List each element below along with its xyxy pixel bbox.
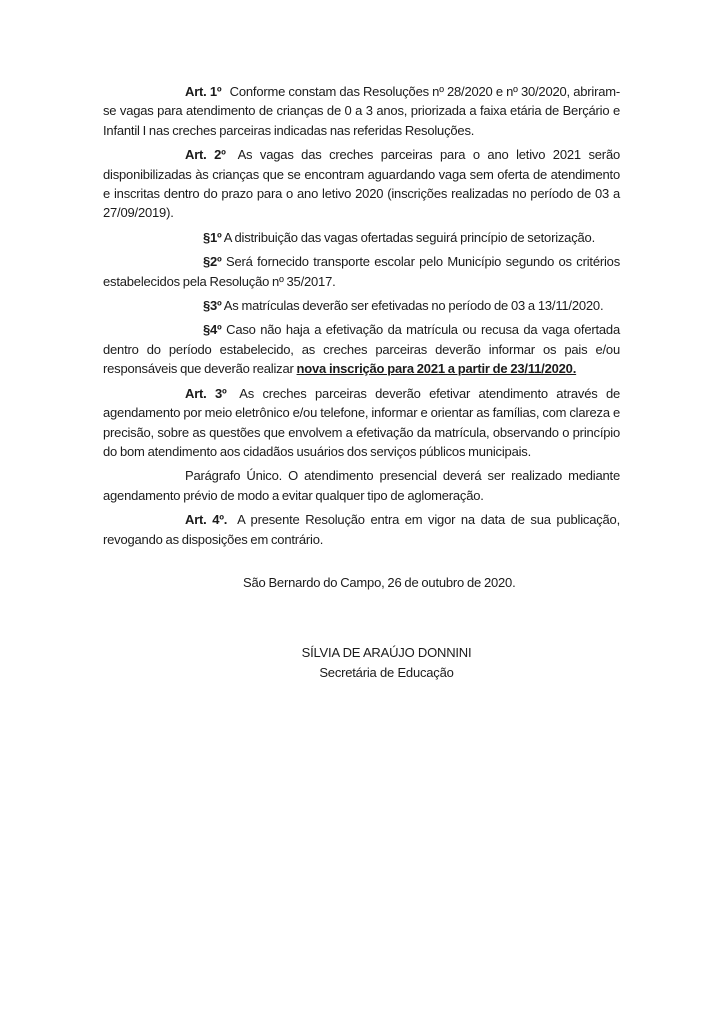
- paragraph-text: As vagas das creches parceiras para o ano letivo 2021 serão disponibilizadas às crianças que se encontram aguardando vaga sem oferta de atendimento e inscritas dentro do prazo para o ano letivo 2020 (inscrições realizadas no período de 03 a 27/09/2019).: [103, 147, 620, 221]
- signature-block: [103, 643, 620, 682]
- paragraph-text: Será fornecido transporte escolar pelo Município segundo os critérios estabelecidos pela Resolução nº 35/2017.: [103, 254, 620, 289]
- paragraph-text: Parágrafo Único. O atendimento presencial deverá ser realizado mediante agendamento prévio de modo a evitar qualquer tipo de aglomeração.: [103, 468, 620, 503]
- paragraph-section-1: [103, 228, 620, 247]
- section-label: §4º: [203, 322, 222, 338]
- paragraph-art-1: [103, 82, 620, 140]
- paragraph-section-4: [103, 320, 620, 378]
- emphasis-underline: nova inscrição para 2021 a partir de 23/11/2020.: [296, 361, 577, 377]
- paragraph-art-4: [103, 510, 620, 549]
- paragraph-text: A presente Resolução entra em vigor na data de sua publicação, revogando as disposições em contrário.: [103, 512, 620, 547]
- paragraph-art-3: [103, 384, 620, 462]
- article-label: Art. 1º: [185, 84, 222, 99]
- section-label: §1º: [203, 229, 222, 245]
- section-label: §2º: [203, 254, 222, 270]
- paragraph-text: As matrículas deverão ser efetivadas no período de 03 a 13/11/2020.: [221, 298, 604, 314]
- signature-role: Secretária de Educação: [319, 664, 454, 680]
- article-label: Art. 2º: [185, 147, 226, 163]
- paragraph-text: As creches parceiras deverão efetivar atendimento através de agendamento por meio eletrônico e/ou telefone, informar e orientar as famílias, com clareza e precisão, sobre as questões que envolvem a efetivação da matrícula, observando o princípio do bom atendimento aos cidadãos usuários dos serviços públicos municipais.: [103, 385, 621, 459]
- signature-name: SÍLVIA DE ARAÚJO DONNINI: [301, 645, 472, 661]
- paragraph-text: Conforme constam das Resoluções nº 28/2020 e nº 30/2020, abriram-se vagas para atendimento de crianças de 0 a 3 anos, priorizada a faixa etária de Berçário e Infantil I nas creches parceiras indicadas nas referidas Resoluções.: [103, 84, 620, 138]
- document-body: [103, 82, 620, 682]
- paragraph-section-2: [103, 252, 620, 291]
- paragraph-text: Caso não haja a efetivação da matrícula ou recusa da vaga ofertada dentro do período estabelecido, as creches parceiras deverão informar os pais e/ou responsáveis que deverão realizar: [103, 322, 620, 377]
- paragraph-section-3: [103, 296, 620, 315]
- paragraph-sole-paragraph: [103, 466, 620, 505]
- section-label: §3º: [203, 298, 222, 314]
- article-label: Art. 4º.: [185, 512, 228, 528]
- paragraph-text: A distribuição das vagas ofertadas seguirá princípio de setorização.: [221, 229, 595, 245]
- dateline: São Bernardo do Campo, 26 de outubro de 2020.: [243, 574, 516, 590]
- article-label: Art. 3º: [185, 385, 227, 401]
- paragraph-art-2: [103, 145, 620, 223]
